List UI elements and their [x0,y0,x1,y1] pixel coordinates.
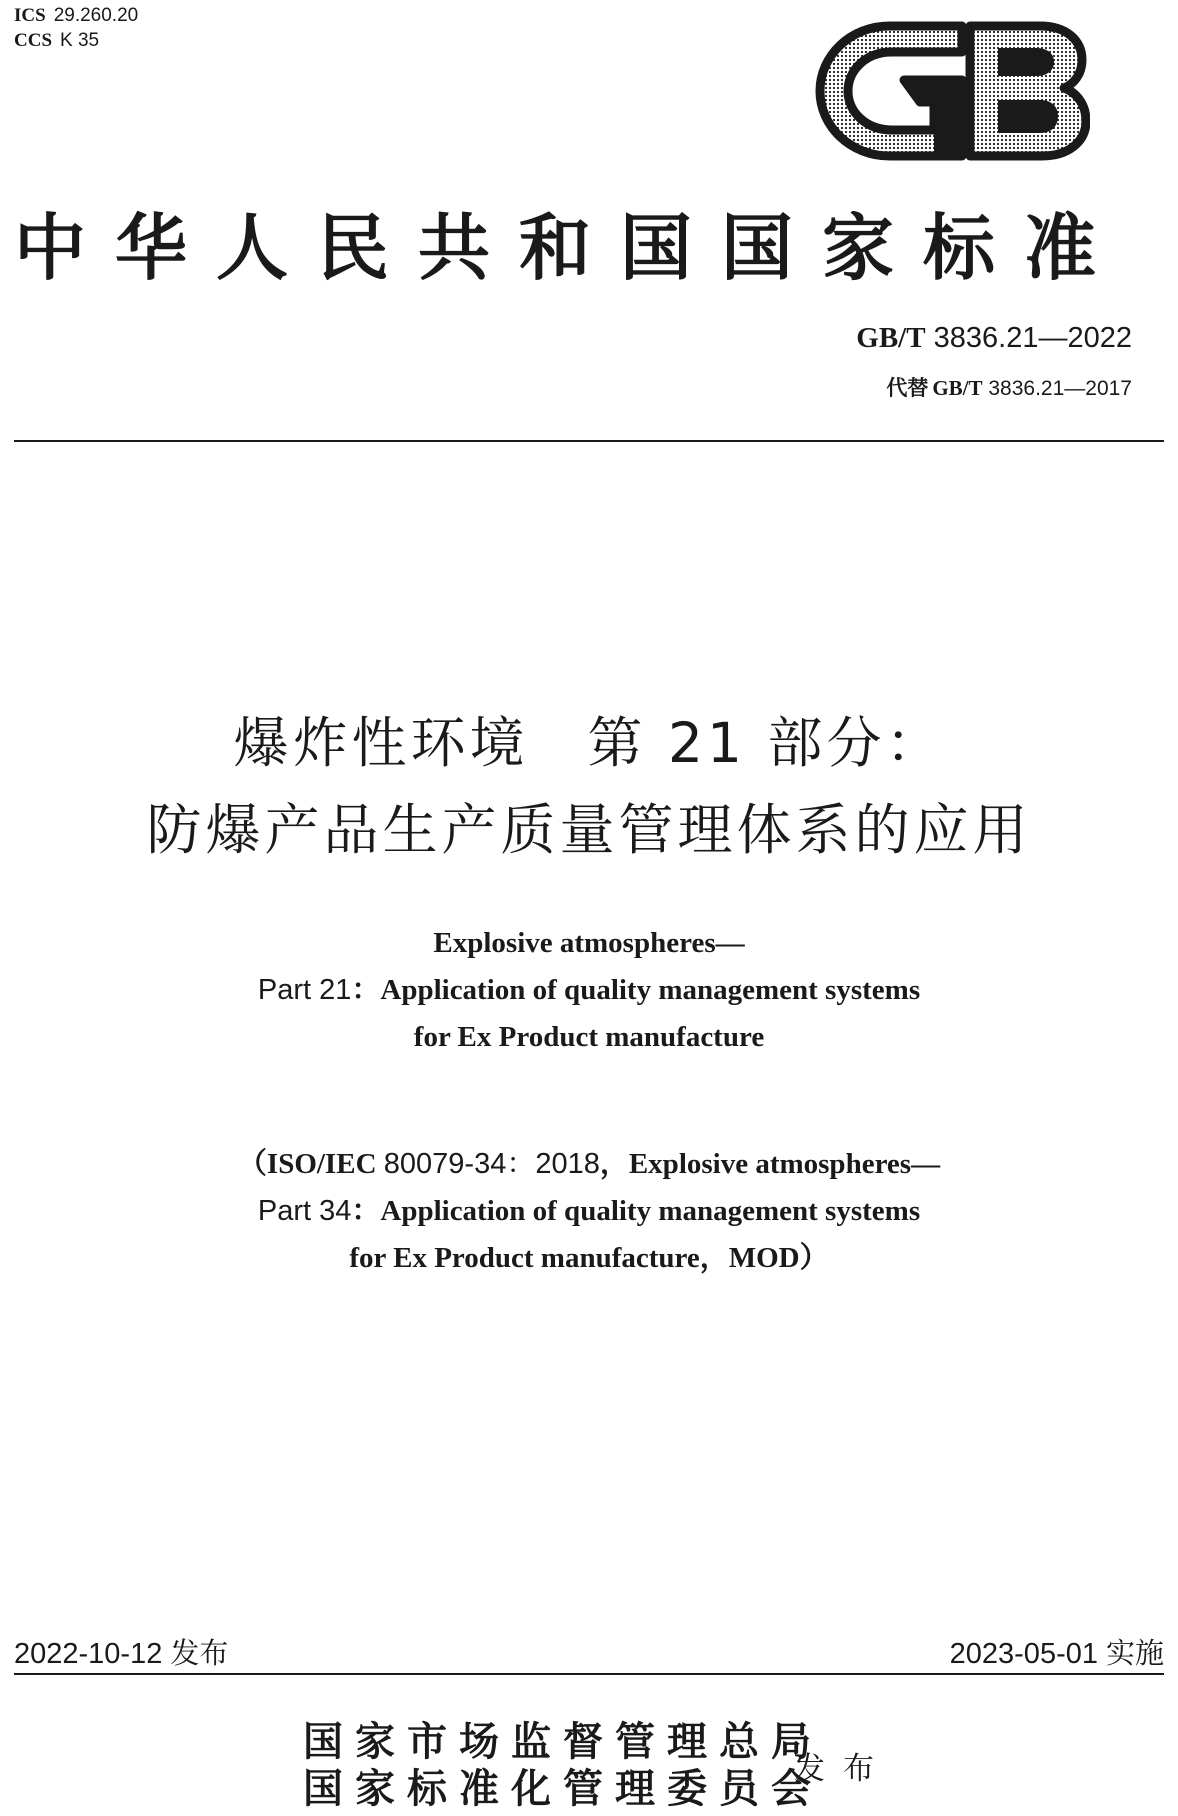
ccs-value: K 35 [60,30,100,51]
ccs-label: CCS [14,30,53,51]
iso-note-line2: Part 34：Application of quality management systems [257,1195,921,1227]
document-title-cn-line1: 爆炸性环境 第 21 部分： [233,711,945,775]
ics-code [14,3,138,28]
standard-number [856,322,1132,355]
ics-label: ICS [14,5,46,26]
ccs-code [14,28,138,53]
issuing-bodies [303,1718,823,1812]
iso-note-line1: （ISO/IEC 80079-34：2018，Explosive atmospheres— [237,1148,941,1180]
replaces-prefix: GB/T [932,376,983,400]
en-title-line3: for Ex Product manufacture [413,1021,765,1053]
en-title-line2: Part 21：Application of quality management systems [257,974,921,1006]
effective-date [950,1631,1164,1672]
national-standard-title: 中华人民共和国国家标准 [14,205,1126,290]
document-title-cn-line2: 防爆产品生产质量管理体系的应用 [146,798,1032,862]
ics-value: 29.260.20 [53,5,139,26]
publication-date-value: 2022-10-12 [14,1638,163,1670]
en-title-line1: Explosive atmospheres— [433,927,745,959]
issuer-samr: 国家市场监督管理总局 [303,1718,823,1765]
iso-note-line3: for Ex Product manufacture，MOD） [349,1242,829,1274]
publication-date [14,1631,228,1672]
gb-logo-icon [812,18,1090,164]
header-divider [14,440,1164,442]
issuer-sac: 国家标准化管理委员会 [303,1765,823,1812]
document-title-en [0,920,1178,1061]
standard-prefix: GB/T [856,322,926,354]
effective-date-value: 2023-05-01 [949,1638,1098,1670]
standard-number-value: 3836.21—2022 [933,322,1132,354]
effective-label: 实施 [1105,1636,1164,1670]
footer-divider [14,1673,1164,1675]
iso-adoption-note [0,1141,1178,1282]
classification-codes [14,3,138,53]
publication-label: 发布 [170,1636,229,1670]
replaces-standard [886,372,1132,402]
replaces-label: 代替 [886,376,929,400]
issued-label: 发布 [794,1751,892,1787]
replaces-number: 3836.21—2017 [988,377,1132,400]
